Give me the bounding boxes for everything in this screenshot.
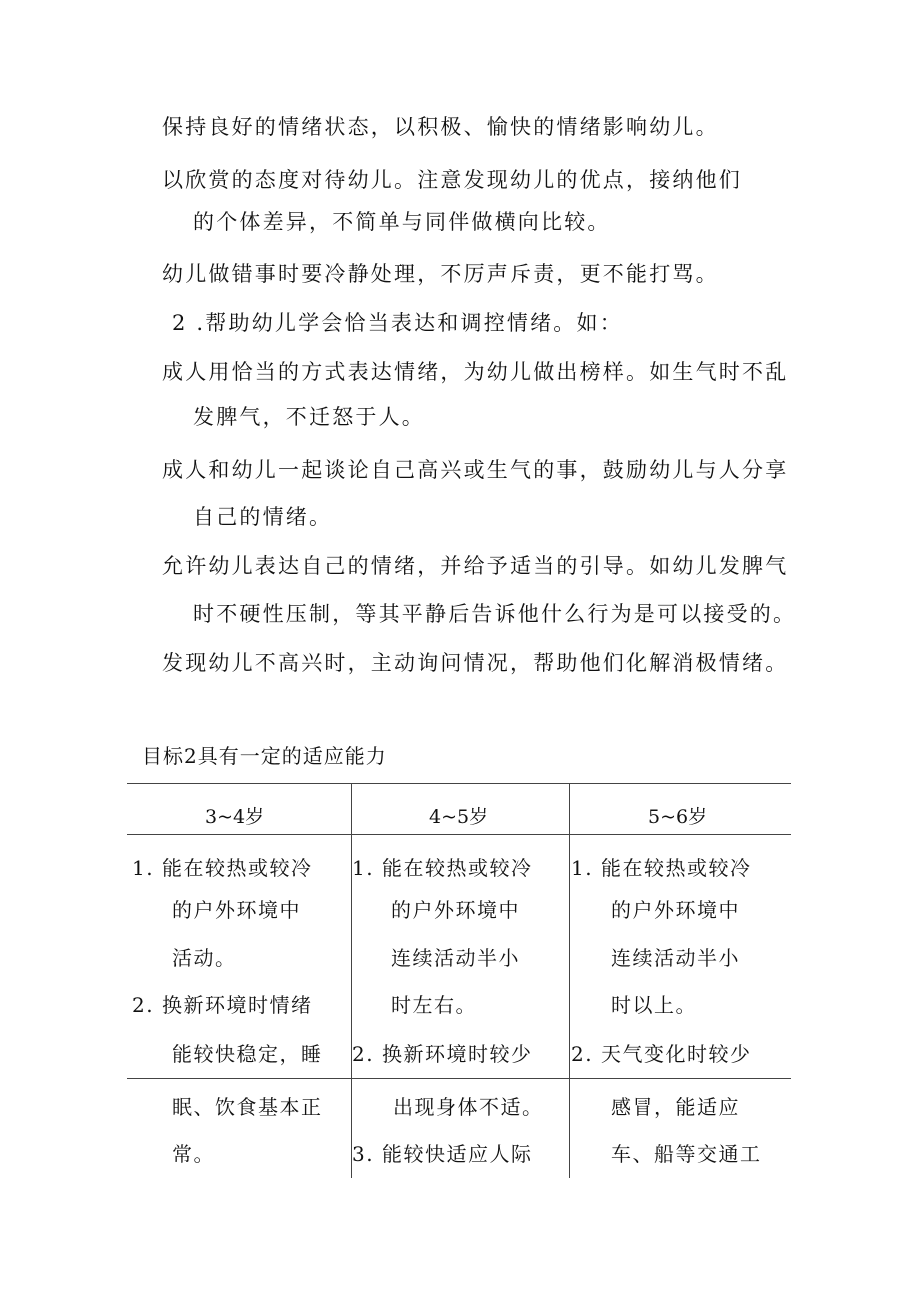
table-cell: 2. 天气变化时较少 xyxy=(571,1042,752,1066)
header-age-5-6: 5~6岁 xyxy=(648,806,708,828)
table-border-top xyxy=(127,783,791,784)
table-cell: 车、船等交通工 xyxy=(611,1142,762,1166)
table-cell: 1. 能在较热或较冷 xyxy=(571,856,752,880)
table-row-divider xyxy=(127,1078,791,1079)
paragraph-line: 自己的情绪。 xyxy=(193,505,333,529)
table-title: 目标2具有一定的适应能力 xyxy=(142,744,387,768)
table-cell: 能较快稳定，睡 xyxy=(172,1042,323,1066)
table-cell: 1. 能在较热或较冷 xyxy=(132,856,313,880)
table-cell: 活动。 xyxy=(172,946,237,970)
paragraph-line: 允许幼儿表达自己的情绪，并给予适当的引导。如幼儿发脾气 xyxy=(162,554,789,578)
paragraph-line: 时不硬性压制，等其平静后告诉他什么行为是可以接受的。 xyxy=(193,602,797,626)
header-age-3-4: 3~4岁 xyxy=(205,806,265,828)
table-cell: 时左右。 xyxy=(391,993,477,1017)
table-cell: 眠、饮食基本正 xyxy=(172,1095,323,1119)
paragraph-line: 保持良好的情绪状态，以积极、愉快的情绪影响幼儿。 xyxy=(162,115,719,139)
paragraph-line: 成人和幼儿一起谈论自己高兴或生气的事，鼓励幼儿与人分享 xyxy=(162,458,789,482)
table-cell: 时以上。 xyxy=(611,993,697,1017)
table-cell: 常。 xyxy=(172,1142,215,1166)
table-cell: 1. 能在较热或较冷 xyxy=(352,856,533,880)
header-age-4-5: 4~5岁 xyxy=(429,806,489,828)
table-column-divider xyxy=(351,783,352,1178)
paragraph-line: 的个体差异，不简单与同伴做横向比较。 xyxy=(193,210,611,234)
table-cell: 2. 换新环境时情绪 xyxy=(132,993,313,1017)
paragraph-line: 以欣赏的态度对待幼儿。注意发现幼儿的优点，接纳他们 xyxy=(162,168,742,192)
table-cell: 的户外环境中 xyxy=(611,898,740,922)
table-cell: 3. 能较快适应人际 xyxy=(352,1142,533,1166)
table-cell: 的户外环境中 xyxy=(172,898,301,922)
paragraph-line: 发脾气，不迁怒于人。 xyxy=(193,405,425,429)
table-header-divider xyxy=(127,834,791,835)
table-cell: 连续活动半小 xyxy=(391,946,520,970)
table-cell: 连续活动半小 xyxy=(611,946,740,970)
table-cell: 感冒，能适应 xyxy=(611,1095,740,1119)
paragraph-line: 发现幼儿不高兴时，主动询问情况，帮助他们化解消极情绪。 xyxy=(162,651,789,675)
table-column-divider xyxy=(569,783,570,1178)
paragraph-line: 成人用恰当的方式表达情绪，为幼儿做出榜样。如生气时不乱 xyxy=(162,360,789,384)
table-cell: 2. 换新环境时较少 xyxy=(352,1042,533,1066)
paragraph-line: 2 .帮助幼儿学会恰当表达和调控情绪。如： xyxy=(172,311,623,335)
table-cell: 出现身体不适。 xyxy=(393,1095,544,1119)
paragraph-line: 幼儿做错事时要冷静处理，不厉声斥责，更不能打骂。 xyxy=(162,262,719,286)
table-cell: 的户外环境中 xyxy=(391,898,520,922)
